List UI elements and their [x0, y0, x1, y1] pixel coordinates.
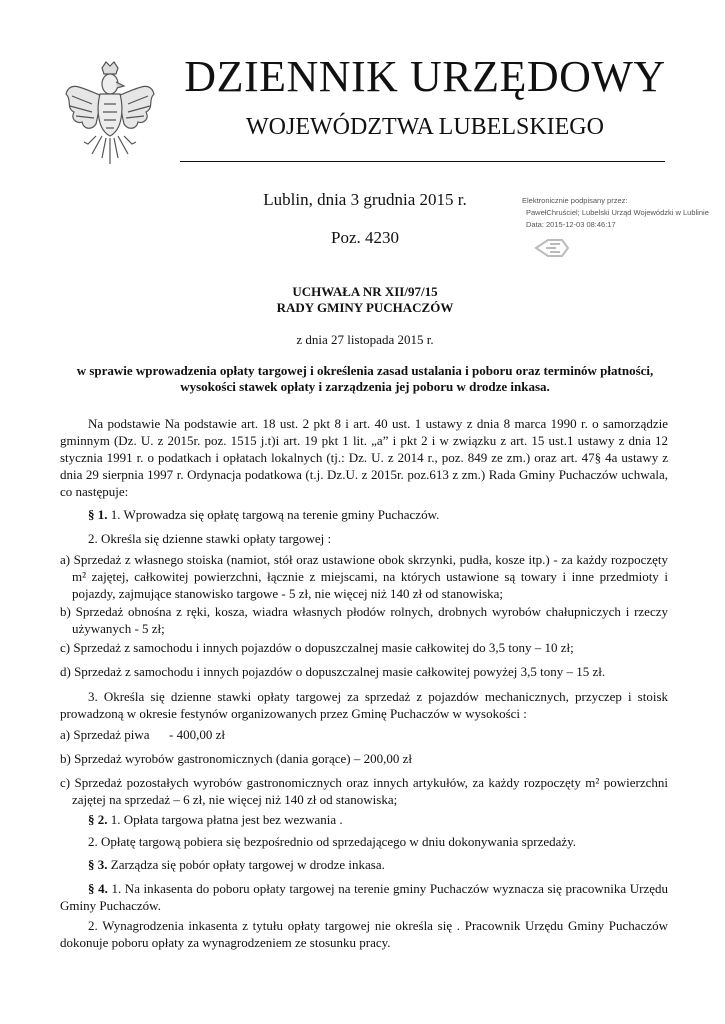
- position-number: Poz. 4230: [331, 228, 399, 247]
- signature-line-1: Elektronicznie podpisany przez:: [522, 196, 628, 205]
- festival-item-a-text: a) Sprzedaż piwa - 400,00 zł: [60, 727, 225, 742]
- section-1-para-3: [60, 688, 668, 722]
- section-4-mark: § 4.: [88, 881, 108, 896]
- section-1-para-1: [60, 506, 668, 523]
- section-4-text-1: 1. Na inkasenta do poboru opłaty targowej na terenie gminy Puchaczów wyznacza się pracownika Urzędu Gminy Puchaczów.: [60, 881, 669, 913]
- festival-item-a: [60, 726, 668, 743]
- section-1-item-a-text: a) Sprzedaż z własnego stoiska (namiot, stół oraz ustawione obok skrzynki, pudła, kosze itp.) - za każdy rozpoczęty m² zajętej, całkowitej powierzchni, łącznie z miejscami, na których ustawione są towary i inne przedmioty i pojazdy, zajmujące stanowisko targowe - 5 zł, nie więcej niż 140 zł od stanowiska;: [60, 552, 668, 601]
- signature-line-3: Data: 2015-12-03 08:46:17: [526, 220, 616, 229]
- festival-item-c-text: c) Sprzedaż pozostałych wyrobów gastronomicznych oraz innych artykułów, za każdy rozpoczęty m² powierzchni zajętej na sprzedaż – 6 zł, nie więcej niż 140 zł od stanowiska;: [60, 775, 668, 807]
- journal-subtitle: WOJEWÓDZTWA LUBELSKIEGO: [246, 114, 604, 140]
- section-1-text-3: 3. Określa się dzienne stawki opłaty targowej za sprzedaż z pojazdów mechanicznych, przyczep i stoisk prowadzoną w okresie festynów organizowanych przez Gminę Puchaczów w wysokości :: [60, 689, 668, 721]
- section-1-item-b: [60, 603, 668, 637]
- section-2-para-2: [60, 833, 668, 850]
- section-3-mark: § 3.: [88, 857, 108, 872]
- signature-seal-icon: [532, 236, 572, 260]
- section-1-item-c-text: c) Sprzedaż z samochodu i innych pojazdów o dopuszczalnej masie całkowitej do 3,5 tony – 10 zł;: [60, 640, 574, 655]
- festival-item-b: [60, 750, 668, 767]
- section-1-text-2: 2. Określa się dzienne stawki opłaty targowej :: [88, 531, 332, 546]
- polish-eagle-emblem: [62, 60, 158, 170]
- section-4-text-2: 2. Wynagrodzenia inkasenta z tytułu opłaty targowej nie określa się . Pracownik Urzędu Gminy Puchaczów dokonuje poboru opłaty za wynagrodzeniem ze stosunku pracy.: [60, 918, 668, 950]
- section-4-para-2: [60, 917, 668, 951]
- section-2-mark: § 2.: [88, 812, 108, 827]
- journal-title: DZIENNIK URZĘDOWY: [184, 52, 666, 101]
- section-3-para-1: [60, 856, 668, 873]
- resolution-number: UCHWAŁA NR XII/97/15: [292, 284, 438, 299]
- signature-line-2: PawełChruściel; Lubelski Urząd Wojewódzki w Lublinie: [526, 208, 709, 217]
- preamble: [60, 415, 668, 500]
- resolution-authority: RADY GMINY PUCHACZÓW: [276, 300, 454, 315]
- section-1-item-a: [60, 551, 668, 602]
- section-1-item-c: [60, 639, 668, 656]
- festival-item-b-text: b) Sprzedaż wyrobów gastronomicznych (dania gorące) – 200,00 zł: [60, 751, 412, 766]
- section-2-text-2: 2. Opłatę targową pobiera się bezpośrednio od sprzedającego w dniu dokonywania sprzedaży.: [88, 834, 577, 849]
- section-1-item-b-text: b) Sprzedaż obnośna z ręki, kosza, wiadra własnych płodów rolnych, drobnych wyrobów chałupniczych i rzeczy używanych - 5 zł;: [60, 604, 668, 636]
- section-3-text-1: Zarządza się pobór opłaty targowej w drodze inkasa.: [107, 857, 385, 872]
- preamble-text: Na podstawie Na podstawie art. 18 ust. 2 pkt 8 i art. 40 ust. 1 ustawy z dnia 8 marca 1990 r. o samorządzie gminnym (Dz. U. z 2015r. poz. 1515 j.t)i art. 19 pkt 1 lit. „a” i pkt 2 i w związku z art. 15 ust.1 ustawy z dnia 12 stycznia 1991 r. o podatkach i opłatach lokalnych (tj.: Dz. U. z 2014 r., poz. 849 ze zm.) oraz art. 47§ 4a ustawy z dnia 29 sierpnia 1997 r. Ordynacja podatkowa (t.j. Dz.U. z 2015r. poz.613 z zm.) Rada Gminy Puchaczów uchwala, co następuje:: [60, 416, 668, 499]
- publication-date: Lublin, dnia 3 grudnia 2015 r.: [263, 190, 467, 209]
- resolution-subject-line-1: w sprawie wprowadzenia opłaty targowej i określenia zasad ustalania i poboru oraz terminów płatności,: [76, 363, 654, 378]
- section-1-text-1: 1. Wprowadza się opłatę targową na terenie gminy Puchaczów.: [107, 507, 440, 522]
- header-rule: [180, 161, 665, 162]
- section-4-para-1: [60, 880, 668, 914]
- electronic-signature: [522, 195, 722, 231]
- section-1-para-2: [60, 530, 668, 547]
- resolution-date: z dnia 27 listopada 2015 r.: [296, 332, 434, 347]
- festival-item-c: [60, 774, 668, 808]
- section-2-text-1: 1. Opłata targowa płatna jest bez wezwania .: [107, 812, 343, 827]
- section-1-item-d: [60, 663, 668, 680]
- resolution-subject-line-2: wysokości stawek opłaty i zarządzenia jej poboru w drodze inkasa.: [180, 379, 550, 394]
- section-1-mark: § 1.: [88, 507, 108, 522]
- section-2-para-1: [60, 811, 668, 828]
- section-1-item-d-text: d) Sprzedaż z samochodu i innych pojazdów o dopuszczalnej masie całkowitej powyżej 3,5 tony – 15 zł.: [60, 664, 606, 679]
